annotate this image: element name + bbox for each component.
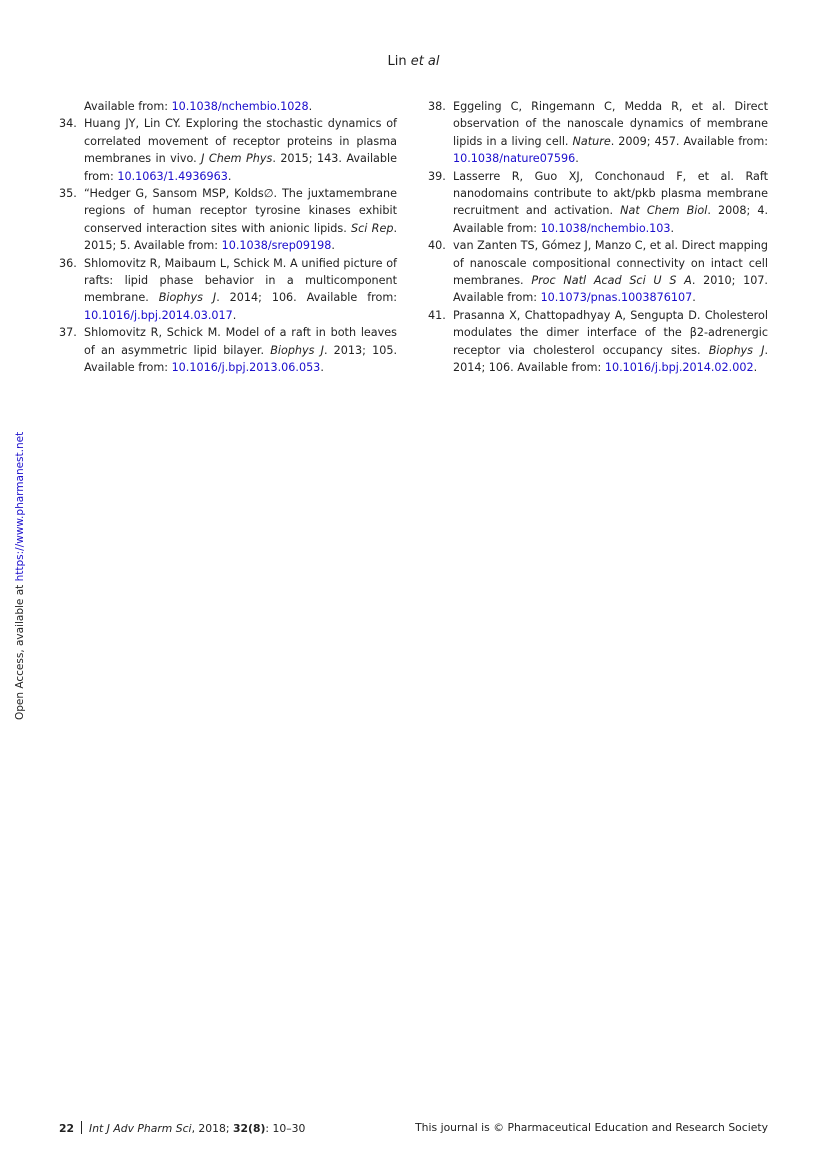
references-left-column [59, 98, 397, 377]
ref-end: . [692, 291, 696, 305]
ref-journal: Sci Rep [351, 221, 394, 235]
running-head-author: Lin [387, 54, 407, 69]
ref-number: 37. [59, 326, 77, 340]
reference-39 [428, 168, 768, 238]
open-access-sidebar [14, 430, 26, 720]
ref-end: . [753, 361, 758, 375]
reference-35 [59, 185, 397, 255]
references-right-column [428, 98, 768, 377]
ref-text: Lasserre R, Guo XJ, Conchonaud F, et al. Raft nanodomains contribute to akt/pkb plasma membrane recruitment and activation. [453, 169, 768, 218]
ref-number: 41. [428, 308, 446, 322]
ref-end: . [575, 152, 579, 166]
ref-journal: J Chem Phys [201, 152, 273, 166]
footer-journal: Int J Adv Pharm Sci [89, 1122, 192, 1135]
running-head [0, 54, 827, 69]
ref-end: . [331, 239, 335, 253]
ref-details: . 2013; 105. Available from: [84, 343, 397, 375]
ref-details: . 2008; 4. Available from: [453, 204, 768, 235]
footer-divider [81, 1121, 82, 1134]
footer-citation [59, 1121, 305, 1135]
ref-journal: Biophys J [158, 291, 217, 305]
ref-details: . 2014; 106. Available from: [453, 343, 769, 375]
ref-end: . [308, 100, 313, 113]
ref-text: Eggeling C, Ringemann C, Medda R, et al. Direct observation of the nanoscale dynamics of membrane lipids in a living cell. [453, 100, 768, 148]
ref-details: . 2010; 107. Available from: [453, 274, 768, 305]
doi-link[interactable]: 10.1073/pnas.1003876107 [540, 291, 693, 305]
ref-text: van Zanten TS, Gómez J, Manzo C, et al. Direct mapping of nanoscale compositional connectivity on intact cell membranes. [453, 239, 768, 288]
ref-journal: Nature [572, 134, 611, 148]
footer-volume: 32(8) [232, 1122, 266, 1135]
ref-journal: Biophys J [708, 343, 765, 357]
ref-text: “Hedger G, Sansom MSP, Kolds∅. The juxtamembrane regions of human receptor tyrosine kinases exhibit conserved interaction sites with anionic lipids. [84, 187, 397, 235]
reference-continuation [59, 98, 397, 115]
doi-link[interactable]: 10.1038/nchembio.1028 [171, 100, 309, 113]
reference-41 [428, 307, 768, 377]
ref-end: . [320, 361, 324, 375]
ref-text: Prasanna X, Chattopadhyay A, Sengupta D. Cholesterol modulates the dimer interface of the β2-adrenergic receptor via cholesterol occupancy sites. [453, 308, 768, 357]
ref-journal: Proc Natl Acad Sci U S A [531, 274, 692, 288]
reference-36 [59, 255, 397, 325]
doi-link[interactable]: 10.1016/j.bpj.2014.03.017 [84, 308, 233, 322]
ref-text: Shlomovitz R, Maibaum L, Schick M. A unified picture of rafts: lipid phase behavior in a multicomponent membrane. [84, 256, 397, 305]
ref-text: Available from: [84, 100, 172, 113]
footer-copyright: This journal is © Pharmaceutical Education and Research Society [415, 1121, 768, 1134]
ref-number: 39. [428, 169, 446, 183]
reference-38 [428, 98, 768, 168]
doi-link[interactable]: 10.1038/nchembio.103 [540, 221, 671, 235]
ref-details: . 2015; 5. Available from: [84, 221, 397, 253]
reference-34 [59, 115, 397, 185]
ref-details: . 2015; 143. Available from: [84, 152, 397, 183]
ref-number: 38. [428, 100, 446, 113]
sidebar-text: Open Access, available at [14, 581, 26, 720]
doi-link[interactable]: 10.1016/j.bpj.2014.02.002 [604, 361, 754, 375]
doi-link[interactable]: 10.1063/1.4936963 [117, 169, 228, 183]
doi-link[interactable]: 10.1038/nature07596 [453, 152, 576, 166]
doi-link[interactable]: 10.1038/srep09198 [221, 239, 332, 253]
running-head-etal: et al [410, 54, 440, 69]
page-number: 22 [59, 1122, 75, 1135]
ref-end: . [670, 221, 675, 235]
ref-text: Huang JY, Lin CY. Exploring the stochastic dynamics of correlated movement of receptor proteins in plasma membranes in vivo. [84, 117, 397, 166]
footer-pages: : 10–30 [265, 1122, 306, 1135]
doi-link[interactable]: 10.1016/j.bpj.2013.06.053 [171, 361, 321, 375]
ref-journal: Nat Chem Biol [620, 204, 708, 218]
ref-text: Shlomovitz R, Schick M. Model of a raft in both leaves of an asymmetric lipid bilayer. [84, 326, 397, 357]
footer-year: , 2018; [191, 1122, 233, 1135]
ref-end: . [227, 169, 232, 183]
reference-37 [59, 324, 397, 376]
ref-number: 36. [59, 256, 77, 270]
ref-details: . 2009; 457. Available from: [610, 134, 769, 148]
ref-number: 34. [59, 117, 77, 131]
ref-number: 40. [428, 239, 446, 253]
reference-40 [428, 237, 768, 307]
sidebar-link[interactable]: https://www.pharmanest.net [14, 431, 26, 582]
ref-journal: Biophys J [270, 343, 324, 357]
ref-details: . 2014; 106. Available from: [216, 291, 398, 305]
ref-number: 35. [59, 187, 77, 201]
ref-end: . [232, 308, 237, 322]
